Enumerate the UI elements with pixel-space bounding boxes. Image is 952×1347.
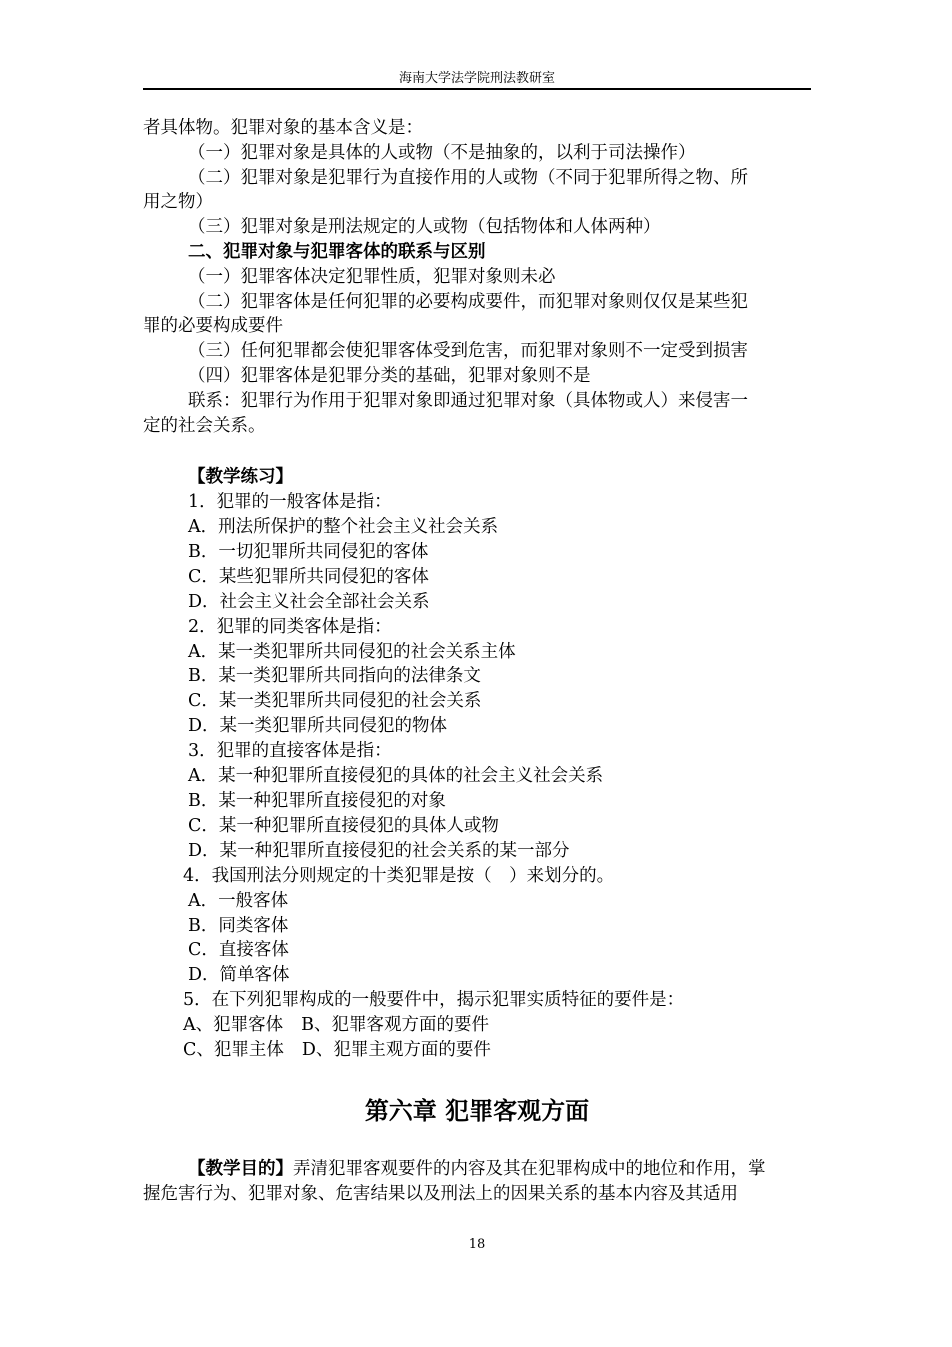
section2-item-4: （四）犯罪客体是犯罪分类的基础，犯罪对象则不是 [188,366,591,386]
intro-line: 者具体物。犯罪对象的基本含义是： [143,118,423,138]
purpose-line-2: 握危害行为、犯罪对象、危害结果以及刑法上的因果关系的基本内容及其适用 [143,1184,738,1204]
section2-item-2: （二）犯罪客体是任何犯罪的必要构成要件，而犯罪对象则仅仅是某些犯 [188,292,748,312]
practice-line: 5．在下列犯罪构成的一般要件中，揭示犯罪实质特征的要件是： [183,990,685,1010]
practice-line: 1．犯罪的一般客体是指： [188,492,392,512]
purpose-line-1 [188,1157,766,1181]
practice-line: C．某一种犯罪所直接侵犯的具体人或物 [188,816,499,836]
practice-line: A．刑法所保护的整个社会主义社会关系 [188,517,499,537]
practice-line: 2．犯罪的同类客体是指： [188,617,392,637]
practice-line: C．直接客体 [188,940,289,960]
practice-line: B．某一种犯罪所直接侵犯的对象 [188,791,446,811]
practice-line: C．某一类犯罪所共同侵犯的社会关系 [188,691,482,711]
section2-heading: 二、犯罪对象与犯罪客体的联系与区别 [188,242,486,262]
practice-heading: 【教学练习】 [188,467,293,487]
practice-line: 3．犯罪的直接客体是指： [188,741,392,761]
practice-line: B．某一类犯罪所共同指向的法律条文 [188,666,481,686]
practice-line: 4．我国刑法分则规定的十类犯罪是按（ ）来划分的。 [183,866,615,886]
q5-option-c: C、犯罪主体 [183,1040,284,1060]
section2-item-2-cont: 罪的必要构成要件 [143,316,283,336]
practice-line: B．一切犯罪所共同侵犯的客体 [188,542,429,562]
page-number: 18 [468,1237,486,1252]
q5-option-d: D、犯罪主观方面的要件 [301,1040,491,1060]
q5-options-row-1 [183,1013,489,1037]
meaning-item-2: （二）犯罪对象是犯罪行为直接作用的人或物（不同于犯罪所得之物、所 [188,168,748,188]
section2-item-1: （一）犯罪客体决定犯罪性质，犯罪对象则未必 [188,267,556,287]
q5-options-row-2 [183,1038,491,1062]
practice-line: D．某一类犯罪所共同侵犯的物体 [188,716,448,736]
practice-line: D．简单客体 [188,965,290,985]
practice-line: A．一般客体 [188,891,289,911]
practice-line: B．同类客体 [188,916,289,936]
q5-option-a: A、犯罪客体 [183,1015,284,1035]
practice-line: A．某一类犯罪所共同侵犯的社会关系主体 [188,642,516,662]
relation-line: 联系：犯罪行为作用于犯罪对象即通过犯罪对象（具体物或人）来侵害一 [188,391,748,411]
purpose-text-1: 弄清犯罪客观要件的内容及其在犯罪构成中的地位和作用，掌 [293,1159,766,1179]
relation-line-cont: 定的社会关系。 [143,416,266,436]
header-rule [143,88,811,90]
meaning-item-2-cont: 用之物） [143,192,213,212]
practice-line: A．某一种犯罪所直接侵犯的具体的社会主义社会关系 [188,766,604,786]
meaning-item-3: （三）犯罪对象是刑法规定的人或物（包括物体和人体两种） [188,217,661,237]
chapter-title: 第六章 犯罪客观方面 [364,1096,590,1125]
practice-line: C．某些犯罪所共同侵犯的客体 [188,567,429,587]
page-header-title: 海南大学法学院刑法教研室 [398,71,555,86]
q5-option-b: B、犯罪客观方面的要件 [301,1015,489,1035]
meaning-item-1: （一）犯罪对象是具体的人或物（不是抽象的，以利于司法操作） [188,143,696,163]
practice-line: D．社会主义社会全部社会关系 [188,592,430,612]
section2-item-3: （三）任何犯罪都会使犯罪客体受到危害，而犯罪对象则不一定受到损害 [188,341,748,361]
purpose-label: 【教学目的】 [188,1159,293,1179]
practice-line: D．某一种犯罪所直接侵犯的社会关系的某一部分 [188,841,570,861]
